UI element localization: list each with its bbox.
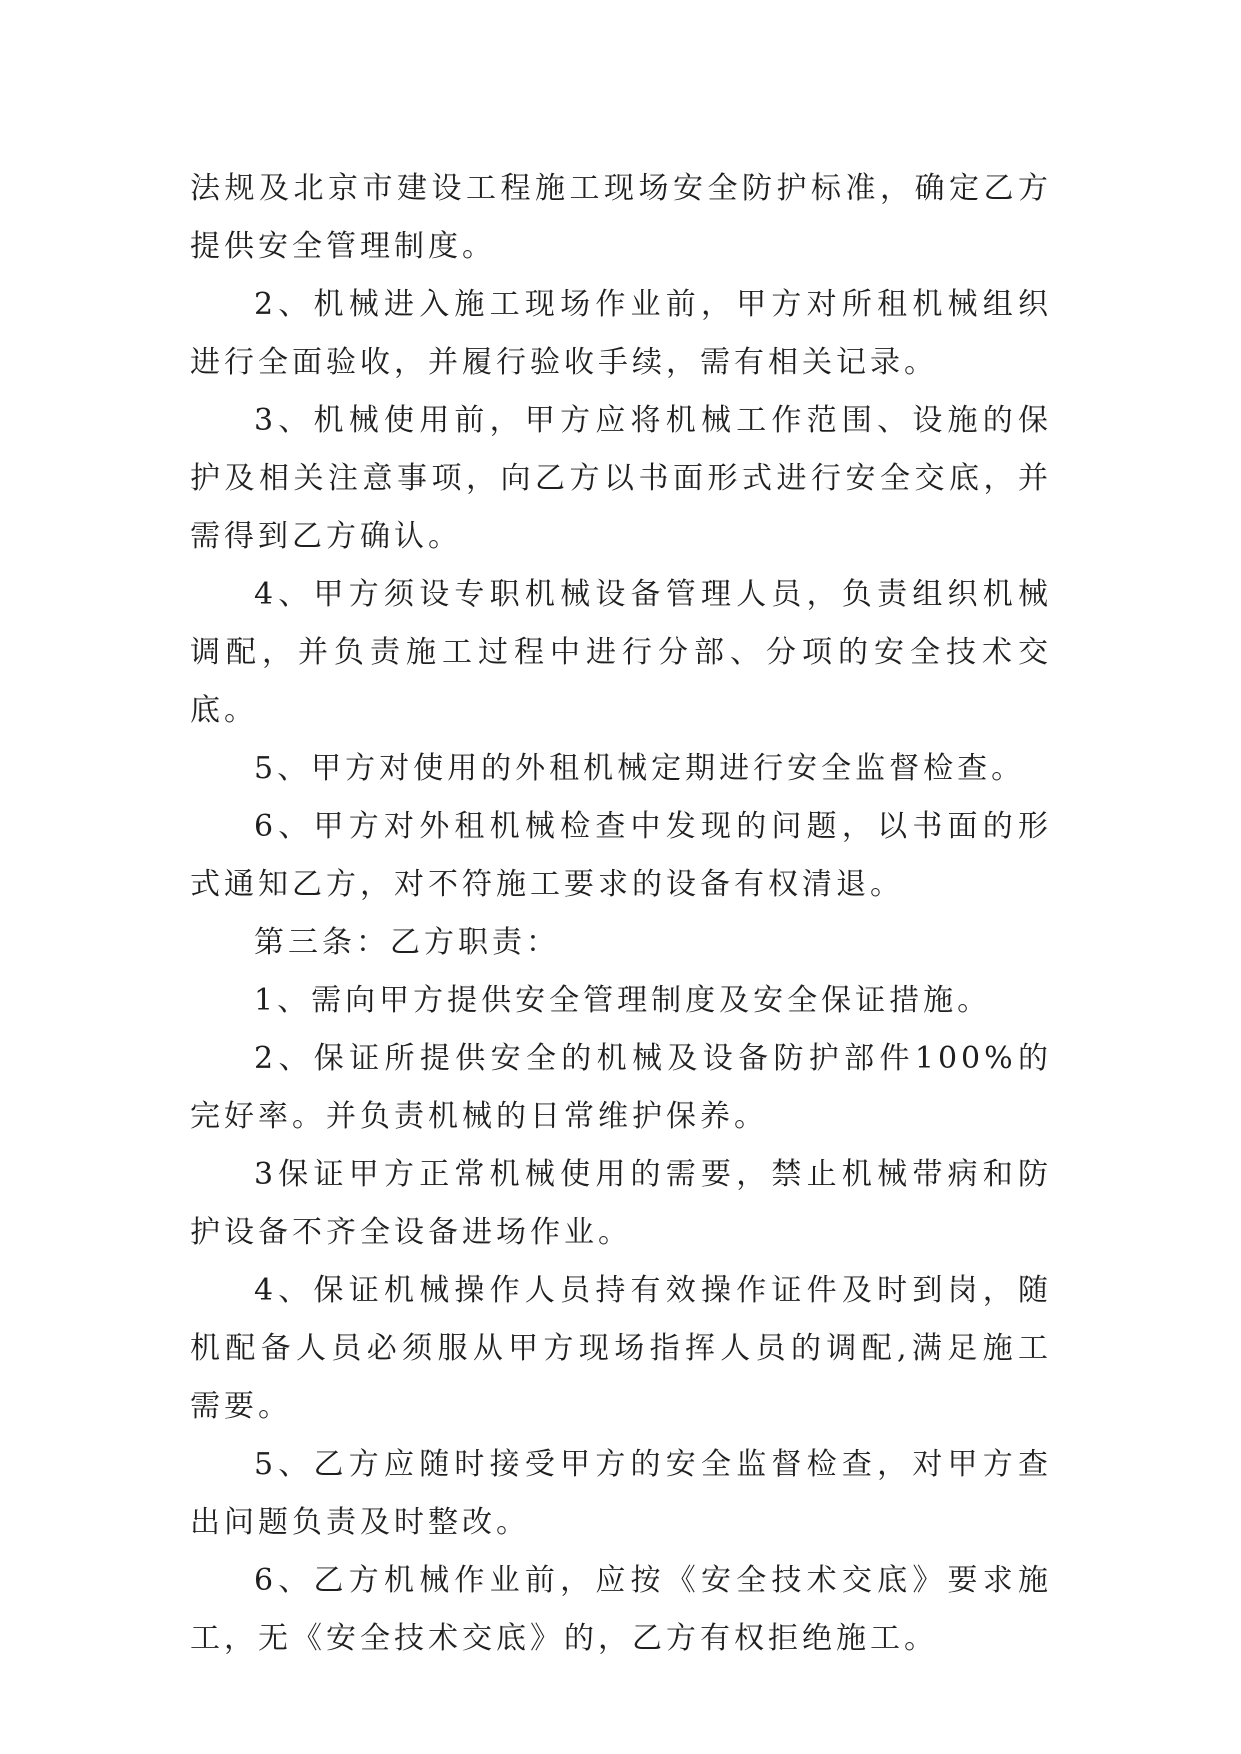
paragraph-clause-2-4: 4、甲方须设专职机械设备管理人员，负责组织机械调配，并负责施工过程中进行分部、分项的安全技术交底。 xyxy=(190,577,1052,728)
paragraph-clause-3-5: 5、乙方应随时接受甲方的安全监督检查，对甲方查出问题负责及时整改。 xyxy=(190,1447,1052,1540)
paragraph-clause-2-2: 2、机械进入施工现场作业前，甲方对所租机械组织进行全面验收，并履行验收手续，需有相关记录。 xyxy=(190,287,1052,380)
paragraph-clause-2-6: 6、甲方对外租机械检查中发现的问题，以书面的形式通知乙方，对不符施工要求的设备有权清退。 xyxy=(190,809,1052,902)
paragraph-clause-2-3: 3、机械使用前，甲方应将机械工作范围、设施的保护及相关注意事项，向乙方以书面形式进行安全交底，并需得到乙方确认。 xyxy=(190,403,1052,554)
paragraph-clause-3-6: 6、乙方机械作业前，应按《安全技术交底》要求施工，无《安全技术交底》的，乙方有权拒绝施工。 xyxy=(190,1563,1052,1656)
section-heading-article-3: 第三条：乙方职责： xyxy=(254,925,560,960)
paragraph-clause-2-5: 5、甲方对使用的外租机械定期进行安全监督检查。 xyxy=(254,751,1026,786)
paragraph-clause-3-4: 4、保证机械操作人员持有效操作证件及时到岗，随机配备人员必须服从甲方现场指挥人员的调配,满足施工需要。 xyxy=(190,1273,1052,1424)
paragraph-clause-3-3: 3保证甲方正常机械使用的需要，禁止机械带病和防护设备不齐全设备进场作业。 xyxy=(190,1157,1052,1250)
paragraph-clause-3-2: 2、保证所提供安全的机械及设备防护部件100%的完好率。并负责机械的日常维护保养。 xyxy=(190,1041,1052,1134)
document-body xyxy=(190,160,1052,1668)
paragraph-continuation: 法规及北京市建设工程施工现场安全防护标准，确定乙方提供安全管理制度。 xyxy=(190,171,1052,264)
paragraph-clause-3-1: 1、需向甲方提供安全管理制度及安全保证措施。 xyxy=(254,983,992,1018)
